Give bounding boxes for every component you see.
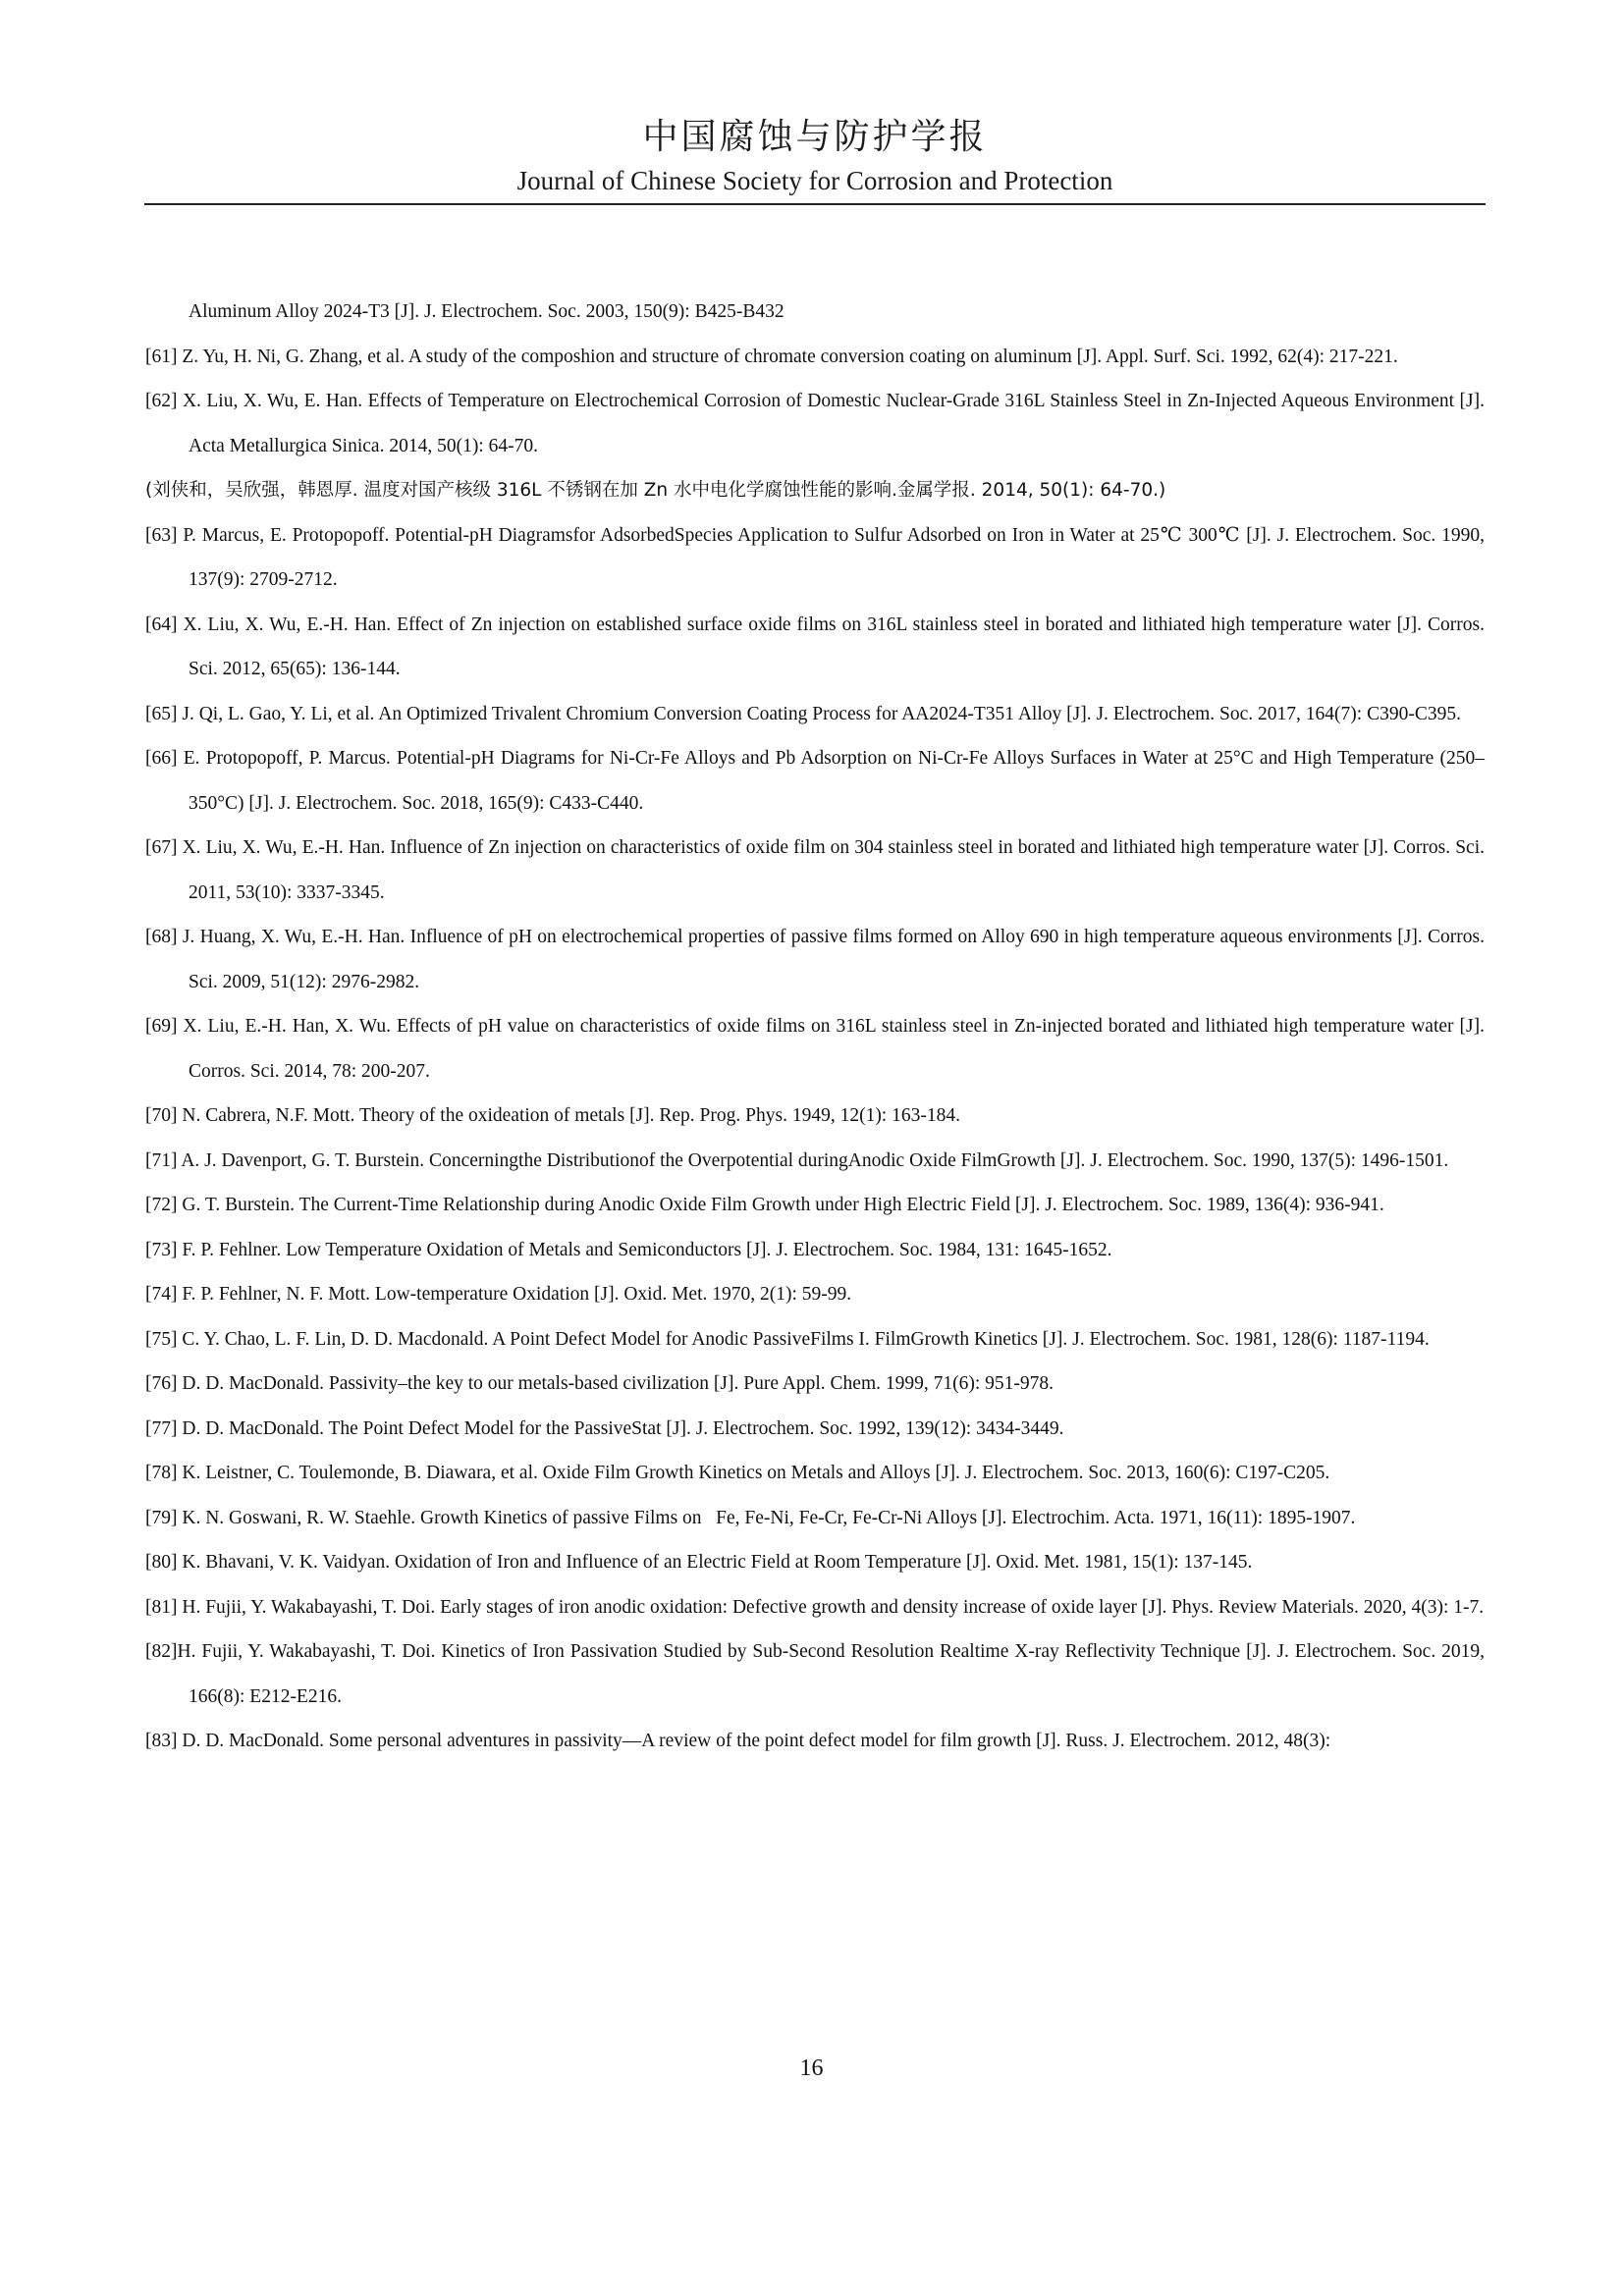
reference-text: H. Fujii, Y. Wakabayashi, T. Doi. Kinetics of Iron Passivation Studied by Sub-Second Resolution Realtime X-ray Reflectivity Technique [J]. J. Electrochem. Soc. 2019, 166(8): E212-E216. bbox=[177, 1641, 1489, 1707]
reference-number: [78] bbox=[145, 1463, 178, 1483]
reference-text: C. Y. Chao, L. F. Lin, D. D. Macdonald. A Point Defect Model for Anodic PassiveFilms I. FilmGrowth Kinetics [J]. J. Electrochem. Soc. 1981, 128(6): 1187-1194. bbox=[182, 1328, 1430, 1350]
journal-header bbox=[144, 116, 1486, 198]
reference-text: H. Fujii, Y. Wakabayashi, T. Doi. Early stages of iron anodic oxidation: Defective growth and density increase of oxide layer [J]. Phys. Review Materials. 2020, 4(3): 1-7. bbox=[182, 1596, 1485, 1618]
reference-item bbox=[145, 736, 1485, 826]
reference-text: Aluminum Alloy 2024-T3 [J]. J. Electrochem. Soc. 2003, 150(9): B425-B432 bbox=[189, 301, 784, 322]
reference-number: [76] bbox=[145, 1373, 178, 1394]
reference-text: A. J. Davenport, G. T. Burstein. Concerningthe Distributionof the Overpotential duringAnodic Oxide FilmGrowth [J]. J. Electrochem. Soc. 1990, 137(5): 1496-1501. bbox=[181, 1149, 1449, 1171]
reference-number: [74] bbox=[145, 1284, 178, 1305]
reference-number: [73] bbox=[145, 1239, 178, 1260]
reference-number: [82] bbox=[145, 1641, 178, 1662]
reference-number: [70] bbox=[145, 1105, 178, 1126]
reference-text: F. P. Fehlner. Low Temperature Oxidation of Metals and Semiconductors [J]. J. Electrochem. Soc. 1984, 131: 1645-1652. bbox=[182, 1239, 1112, 1260]
reference-number: [64] bbox=[145, 614, 178, 635]
header-divider bbox=[144, 203, 1486, 205]
reference-number: [80] bbox=[145, 1552, 178, 1573]
reference-text: (刘侠和，吴欣强，韩恩厚. 温度对国产核级 316L 不锈钢在加 Zn 水中电化学腐蚀性能的影响.金属学报. 2014, 50(1): 64-70.) bbox=[145, 480, 1166, 501]
reference-text: D. D. MacDonald. Passivity–the key to our metals-based civilization [J]. Pure Appl. Chem. 1999, 71(6): 951-978. bbox=[182, 1373, 1055, 1394]
reference-item bbox=[145, 1317, 1485, 1362]
reference-item bbox=[145, 603, 1489, 692]
reference-number: [77] bbox=[145, 1417, 178, 1439]
reference-item bbox=[145, 1094, 1485, 1139]
reference-number: [79] bbox=[145, 1507, 178, 1528]
reference-item bbox=[145, 335, 1485, 380]
reference-item bbox=[145, 692, 1485, 737]
reference-text: D. D. MacDonald. Some personal adventures in passivity—A review of the point defect model for film growth [J]. Russ. J. Electrochem. 2012, 48(3): bbox=[182, 1731, 1331, 1751]
page-number: 16 bbox=[799, 2056, 824, 2081]
reference-number: [61] bbox=[145, 346, 178, 367]
reference-item bbox=[145, 1004, 1489, 1094]
journal-title-en: Journal of Chinese Society for Corrosion and Protection bbox=[516, 166, 1113, 195]
reference-text: N. Cabrera, N.F. Mott. Theory of the oxideation of metals [J]. Rep. Prog. Phys. 1949, 12(1): 163-184. bbox=[182, 1105, 960, 1126]
reference-text: P. Marcus, E. Protopopoff. Potential-pH Diagramsfor AdsorbedSpecies Application to Sulfur Adsorbed on Iron in Water at 25℃ 300℃ [J]. J. Electrochem. Soc. 1990, 137(9): 2709-2712. bbox=[183, 524, 1489, 590]
reference-text: X. Liu, X. Wu, E. Han. Effects of Temperature on Electrochemical Corrosion of Domestic Nuclear-Grade 316L Stainless Steel in Zn-Injected Aqueous Environment [J]. Acta Metallurgica Sinica. 2014, 50(1): 64-70. bbox=[182, 391, 1488, 456]
reference-item bbox=[145, 468, 1485, 513]
reference-text: X. Liu, X. Wu, E.-H. Han. Effect of Zn injection on established surface oxide films on 316L stainless steel in borated and lithiated high temperature water [J]. Corros. Sci. 2012, 65(65): 136-144. bbox=[183, 614, 1489, 679]
reference-number: [63] bbox=[145, 524, 178, 546]
reference-text: F. P. Fehlner, N. F. Mott. Low-temperature Oxidation [J]. Oxid. Met. 1970, 2(1): 59-99. bbox=[182, 1284, 852, 1305]
reference-item bbox=[145, 1719, 1485, 1764]
reference-text: X. Liu, E.-H. Han, X. Wu. Effects of pH value on characteristics of oxide films on 316L stainless steel in Zn-injected borated and lithiated high temperature water [J]. Corros. Sci. 2014, 78: 200-207. bbox=[183, 1016, 1489, 1082]
reference-number: [83] bbox=[145, 1731, 178, 1751]
reference-item bbox=[145, 1139, 1485, 1184]
reference-item bbox=[145, 1585, 1485, 1630]
reference-item bbox=[145, 1629, 1489, 1719]
reference-text: X. Liu, X. Wu, E.-H. Han. Influence of Zn injection on characteristics of oxide film on 304 stainless steel in borated and lithiated high temperature water [J]. Corros. Sci. 2011, 53(10): 3337-3345. bbox=[182, 837, 1489, 903]
reference-number: [71] bbox=[145, 1149, 178, 1171]
reference-text: D. D. MacDonald. The Point Defect Model for the PassiveStat [J]. J. Electrochem. Soc. 1992, 139(12): 3434-3449. bbox=[182, 1417, 1064, 1439]
reference-item bbox=[145, 379, 1488, 468]
reference-item bbox=[145, 1451, 1485, 1496]
reference-item bbox=[145, 1228, 1485, 1273]
reference-item bbox=[145, 1362, 1485, 1407]
reference-item bbox=[145, 1183, 1485, 1228]
reference-number: [68] bbox=[145, 927, 178, 947]
reference-text: K. N. Goswani, R. W. Staehle. Growth Kinetics of passive Films on Fe, Fe-Ni, Fe-Cr, Fe-Cr-Ni Alloys [J]. Electrochim. Acta. 1971, 16(11): 1895-1907. bbox=[182, 1507, 1356, 1528]
reference-item bbox=[145, 1496, 1485, 1541]
reference-number: [67] bbox=[145, 837, 178, 858]
journal-title-cn: 中国腐蚀与防护学报 bbox=[642, 117, 988, 157]
reference-number: [72] bbox=[145, 1195, 178, 1215]
reference-text: K. Leistner, C. Toulemonde, B. Diawara, et al. Oxide Film Growth Kinetics on Metals and Alloys [J]. J. Electrochem. Soc. 2013, 160(6): C197-C205. bbox=[182, 1463, 1330, 1483]
reference-list bbox=[145, 290, 1489, 1764]
reference-number: [62] bbox=[145, 391, 178, 411]
reference-number: [66] bbox=[145, 748, 178, 769]
reference-text: Z. Yu, H. Ni, G. Zhang, et al. A study of the composhion and structure of chromate conversion coating on aluminum [J]. Appl. Surf. Sci. 1992, 62(4): 217-221. bbox=[182, 346, 1398, 367]
reference-item bbox=[145, 826, 1489, 915]
reference-item bbox=[145, 513, 1489, 603]
reference-number: [75] bbox=[145, 1328, 178, 1350]
reference-text: K. Bhavani, V. K. Vaidyan. Oxidation of Iron and Influence of an Electric Field at Room Temperature [J]. Oxid. Met. 1981, 15(1): 137-145. bbox=[182, 1552, 1253, 1573]
reference-item bbox=[145, 1272, 1485, 1317]
reference-text: J. Huang, X. Wu, E.-H. Han. Influence of pH on electrochemical properties of passive films formed on Alloy 690 in high temperature aqueous environments [J]. Corros. Sci. 2009, 51(12): 2976-2982. bbox=[182, 927, 1489, 992]
reference-item bbox=[145, 1540, 1485, 1585]
reference-item bbox=[145, 1407, 1485, 1452]
reference-text: J. Qi, L. Gao, Y. Li, et al. An Optimized Trivalent Chromium Conversion Coating Process for AA2024-T351 Alloy [J]. J. Electrochem. Soc. 2017, 164(7): C390-C395. bbox=[182, 703, 1461, 724]
reference-text: E. Protopopoff, P. Marcus. Potential-pH Diagrams for Ni-Cr-Fe Alloys and Pb Adsorption on Ni-Cr-Fe Alloys Surfaces in Water at 25°C and High Temperature (250–350°C) [J]. J. Electrochem. Soc. 2018, 165(9): C433-C440. bbox=[183, 748, 1486, 814]
reference-number: [69] bbox=[145, 1016, 178, 1037]
reference-number: [81] bbox=[145, 1596, 178, 1618]
reference-number: [65] bbox=[145, 703, 178, 724]
reference-item bbox=[145, 290, 1485, 335]
reference-item bbox=[145, 915, 1489, 1004]
reference-text: G. T. Burstein. The Current-Time Relationship during Anodic Oxide Film Growth under High Electric Field [J]. J. Electrochem. Soc. 1989, 136(4): 936-941. bbox=[182, 1195, 1384, 1215]
